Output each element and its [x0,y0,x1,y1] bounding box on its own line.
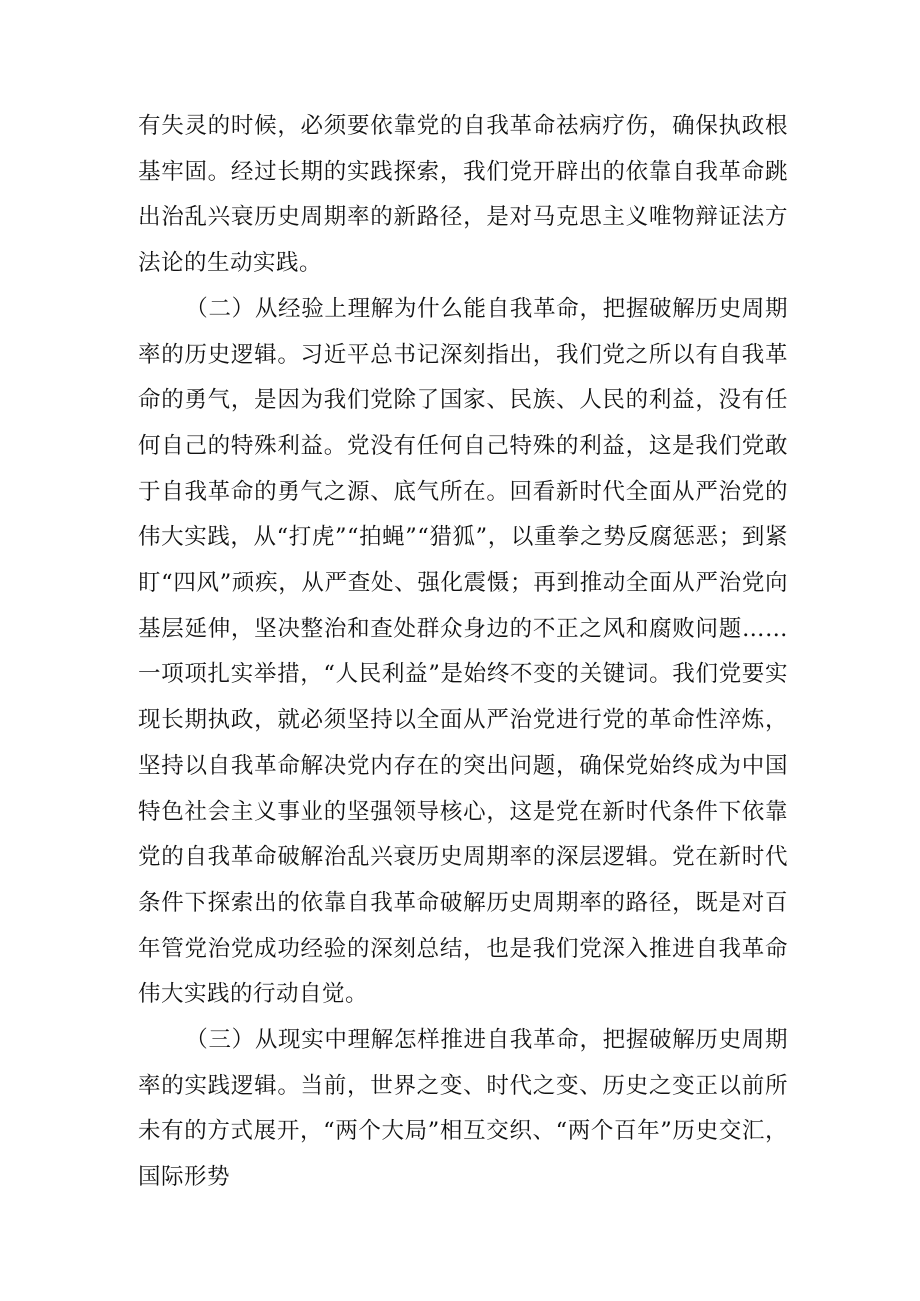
paragraph-section-two: （二）从经验上理解为什么能自我革命，把握破解历史周期率的历史逻辑。习近平总书记深刻指出，我们党之所以有自我革命的勇气，是因为我们党除了国家、民族、人民的利益，没有任何自己的特殊利益。党没有任何自己特殊的利益，这是我们党敢于自我革命的勇气之源、底气所在。回看新时代全面从严治党的伟大实践，从“打虎”“拍蝇”“猎狐”，以重拳之势反腐惩恶；到紧盯“四风”顽疾，从严查处、强化震慑；再到推动全面从严治党向基层延伸，坚决整治和查处群众身边的不正之风和腐败问题……一项项扎实举措，“人民利益”是始终不变的关键词。我们党要实现长期执政，就必须坚持以全面从严治党进行党的革命性淬炼，坚持以自我革命解决党内存在的突出问题，确保党始终成为中国特色社会主义事业的坚强领导核心，这是党在新时代条件下依靠党的自我革命破解治乱兴衰历史周期率的深层逻辑。党在新时代条件下探索出的依靠自我革命破解历史周期率的路径，既是对百年管党治党成功经验的深刻总结，也是我们党深入推进自我革命伟大实践的行动自觉。 [138,295,788,1008]
document-body [138,104,788,1201]
paragraph-continuation: 有失灵的时候，必须要依靠党的自我革命祛病疗伤，确保执政根基牢固。经过长期的实践探索，我们党开辟出的依靠自我革命跳出治乱兴衰历史周期率的新路径，是对马克思主义唯物辩证法方法论的生动实践。 [138,113,788,277]
paragraph-section-three: （三）从现实中理解怎样推进自我革命，把握破解历史周期率的实践逻辑。当前，世界之变、时代之变、历史之变正以前所未有的方式展开，“两个大局”相互交织、“两个百年”历史交汇，国际形势 [138,1027,788,1191]
